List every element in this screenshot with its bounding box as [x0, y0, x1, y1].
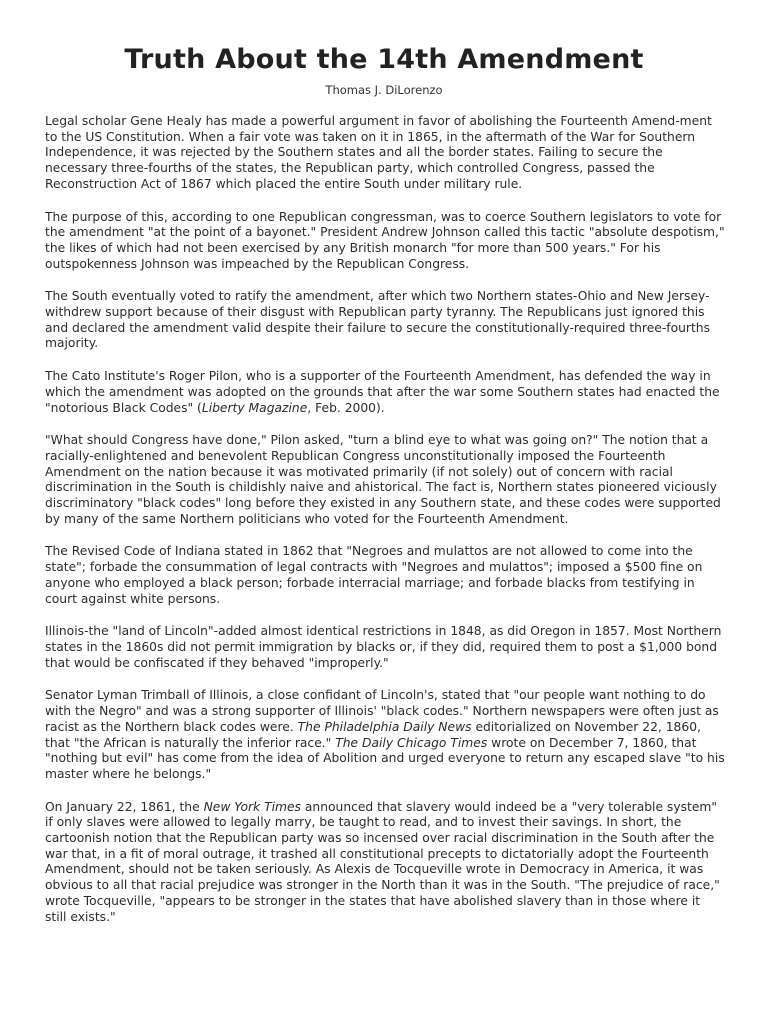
paragraph-9-text-a: On January 22, 1861, the	[45, 799, 204, 814]
paragraph-1: Legal scholar Gene Healy has made a powerful argument in favor of abolishing the Fourteenth Amend-ment to the US Constitution. When a fair vote was taken on it in 1865, in the aftermath of the War for Southern Independence, it was rejected by the Southern states and all the border states. Failing to secure the necessary three-fourths of the states, the Republican party, which controlled Congress, passed the Reconstruction Act of 1867 which placed the entire South under military rule.	[45, 114, 712, 191]
paragraph-8-text-c: wrote on December 7, 1860, that "nothing but evil" has come from the idea of Abolition and urged everyone to return any escaped slave "to his master where he belongs."	[45, 735, 725, 781]
paragraph-2: The purpose of this, according to one Republican congressman, was to coerce Southern legislators to vote for the amendment "at the point of a bayonet." President Andrew Johnson called this tactic "absolute despotism," the likes of which had not been exercised by any British monarch "for more than 500 years." For his outspokenness Johnson was impeached by the Republican Congress.	[45, 209, 725, 271]
paragraph-8-text-b: editorialized on November 22, 1860, that "the African is naturally the inferior race."	[45, 719, 701, 750]
paragraph-5: "What should Congress have done," Pilon asked, "turn a blind eye to what was going on?" The notion that a racially-enlightened and benevolent Republican Congress unconstitutionally imposed the Fourteenth Amendment on the nation because it was motivated primarily (if not solely) out of concern with racial discrimination in the South is childishly naive and ahistorical. The fact is, Northern states pioneered viciously discriminatory "black codes" long before they existed in any Southern state, and these codes were supported by many of the same Northern politicians who voted for the Fourteenth Amendment.	[45, 433, 721, 526]
paragraph-8	[45, 688, 725, 782]
document-author: Thomas J. DiLorenzo	[325, 83, 443, 97]
paragraph-6: The Revised Code of Indiana stated in 1862 that "Negroes and mulattos are not allowed to come into the state"; forbade the consummation of legal contracts with "Negroes and mulattos"; imposed a $500 fine on anyone who employed a black person; forbade interracial marriage; and forbade blacks from testifying in court against white persons.	[45, 544, 703, 606]
paragraph-4	[45, 369, 725, 416]
paragraph-8-citation-daily-chicago-times: The Daily Chicago Times	[335, 735, 488, 750]
paragraph-8-citation-philadelphia-daily-news: The Philadelphia Daily News	[297, 719, 472, 734]
article-body	[45, 114, 725, 942]
paragraph-9-text-b: announced that slavery would indeed be a "very tolerable system" if only slaves were allowed to legally marry, be taught to read, and to invest their savings. In short, the cartoonish notion that the Republican party was so incensed over racial discrimination in the South after the war that, in a fit of moral outrage, it trashed all constitutional precepts to dictatorially adopt the Fourteenth Amendment, should not be taken seriously. As Alexis de Tocqueville wrote in Democracy in America, it was obvious to all that racial prejudice was stronger in the North than it was in the South. "The prejudice of race," wrote Tocqueville, "appears to be stronger in the states that have abolished slavery than in those where it still exists."	[45, 799, 720, 924]
paragraph-9	[45, 800, 725, 926]
paragraph-3: The South eventually voted to ratify the amendment, after which two Northern states-Ohio and New Jersey-withdrew support because of their disgust with Republican party tyranny. The Republicans just ignored this and declared the amendment valid despite their failure to secure the constitutionally-required three-fourths majority.	[45, 289, 711, 351]
paragraph-4-citation-liberty-magazine: Liberty Magazine	[201, 400, 308, 415]
paragraph-7: Illinois-the "land of Lincoln"-added almost identical restrictions in 1848, as did Oregon in 1857. Most Northern states in the 1860s did not permit immigration by blacks or, if they did, required them to post a $1,000 bond that would be confiscated if they behaved "improperly."	[45, 624, 722, 670]
document-title: Truth About the 14th Amendment	[124, 44, 644, 75]
paragraph-4-text-b: , Feb. 2000).	[307, 400, 385, 415]
paragraph-9-citation-new-york-times: New York Times	[203, 799, 301, 814]
paragraph-4-text-a: The Cato Institute's Roger Pilon, who is a supporter of the Fourteenth Amendment, has defended the way in which the amendment was adopted on the grounds that after the war some Southern states had enacted the "notorious Black Codes" (	[45, 369, 720, 415]
paragraph-8-text-a: Senator Lyman Trimball of Illinois, a close confidant of Lincoln's, stated that "our people want nothing to do with the Negro" and was a strong supporter of Illinois' "black codes." Northern newspapers were often just as racist as the Northern black codes were.	[45, 688, 719, 734]
